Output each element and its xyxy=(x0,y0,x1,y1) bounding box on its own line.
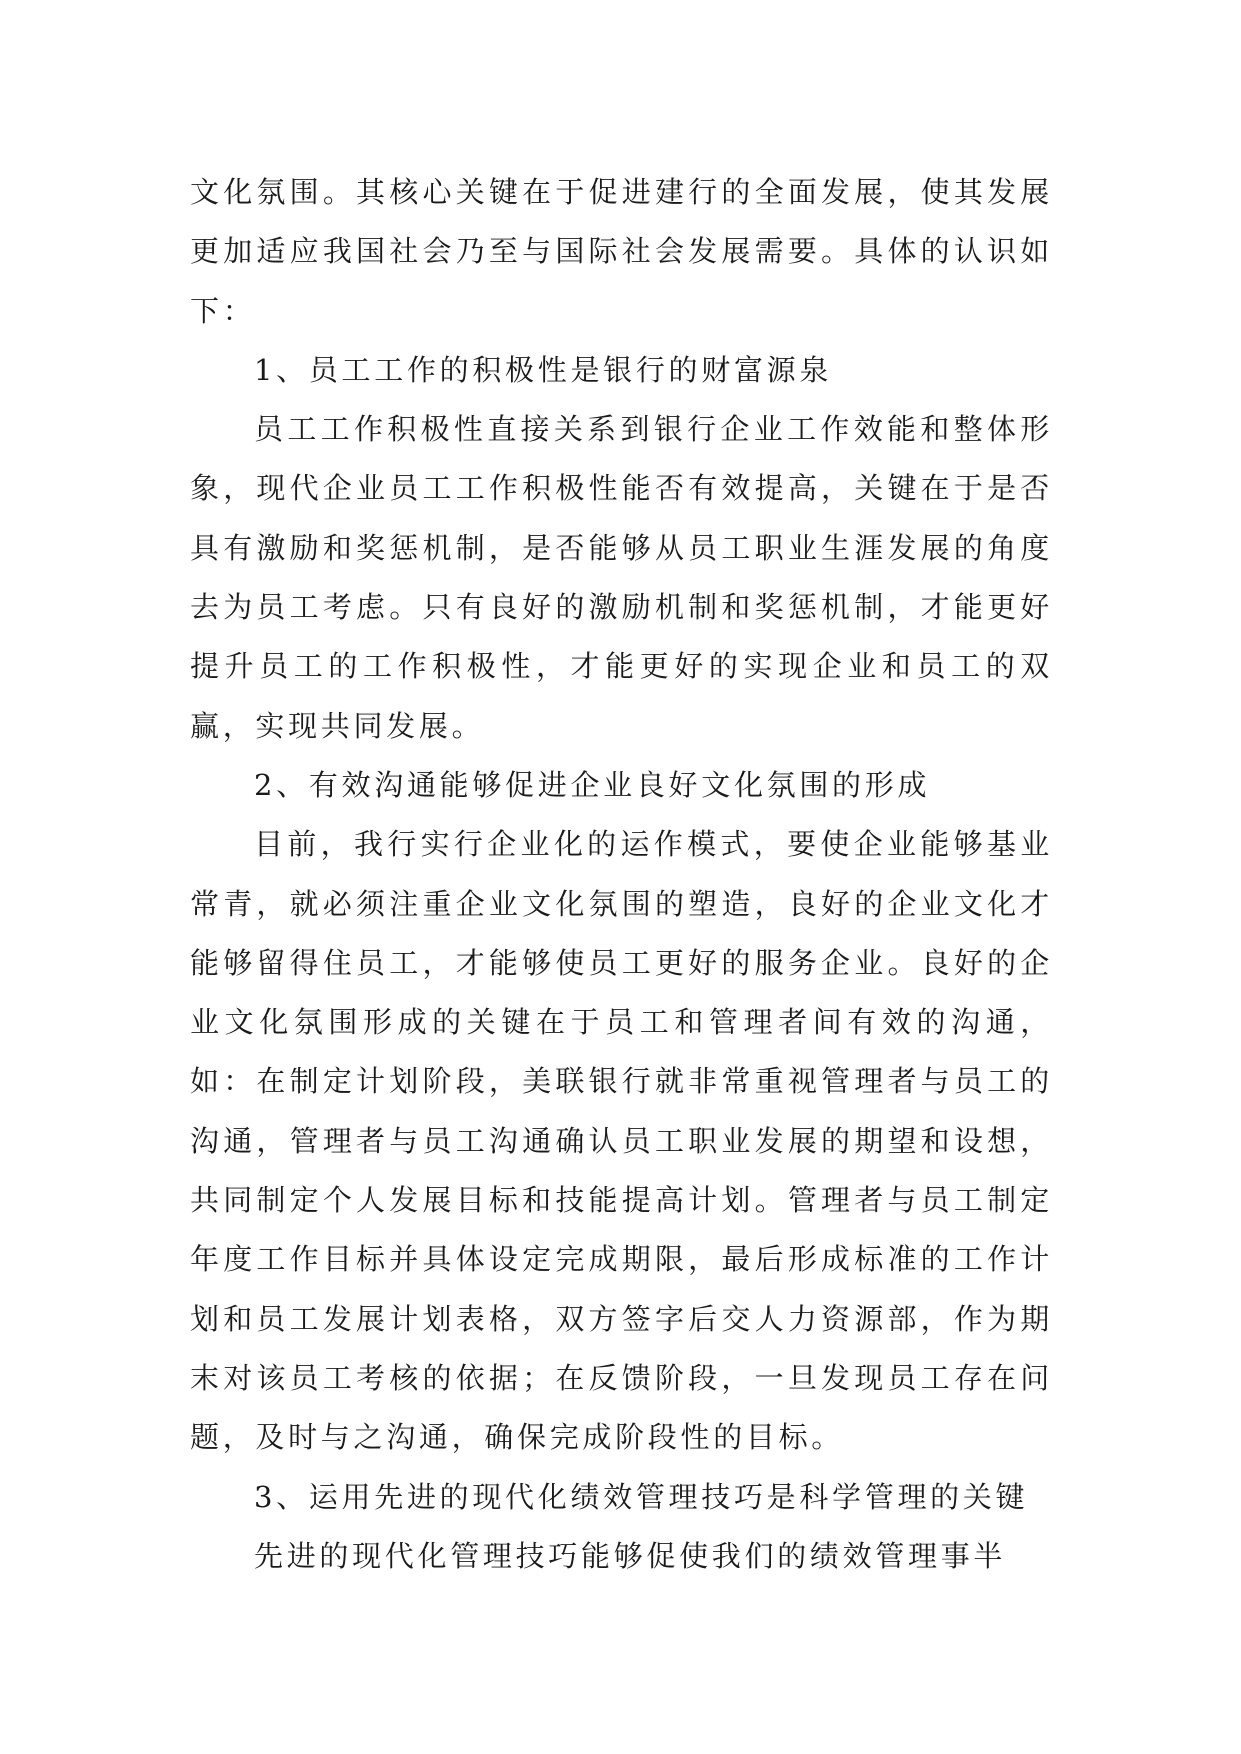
paragraph-section-1: 员工工作积极性直接关系到银行企业工作效能和整体形象，现代企业员工工作积极性能否有效提高，关键在于是否具有激励和奖惩机制，是否能够从员工职业生涯发展的角度去为员工考虑。只有良好的激励机制和奖惩机制，才能更好提升员工的工作积极性，才能更好的实现企业和员工的双赢，实现共同发展。 xyxy=(190,412,1053,743)
paragraph-continuation: 文化氛围。其核心关键在于促进建行的全面发展，使其发展更加适应我国社会乃至与国际社会发展需要。具体的认识如下： xyxy=(190,175,1053,328)
paragraph-section-3: 先进的现代化管理技巧能够促使我们的绩效管理事半 xyxy=(254,1538,1007,1573)
section-heading-3: 3、运用先进的现代化绩效管理技巧是科学管理的关键 xyxy=(254,1479,1029,1514)
paragraph-section-2: 目前，我行实行企业化的运作模式，要使企业能够基业常青，就必须注重企业文化氛围的塑造，良好的企业文化才能够留得住员工，才能够使员工更好的服务企业。良好的企业文化氛围形成的关键在于员工和管理者间有效的沟通，如：在制定计划阶段，美联银行就非常重视管理者与员工的沟通，管理者与员工沟通确认员工职业发展的期望和设想，共同制定个人发展目标和技能提高计划。管理者与员工制定年度工作目标并具体设定完成期限，最后形成标准的工作计划和员工发展计划表格，双方签字后交人力资源部，作为期末对该员工考核的依据；在反馈阶段，一旦发现员工存在问题，及时与之沟通，确保完成阶段性的目标。 xyxy=(190,827,1053,1455)
document-body xyxy=(190,163,1053,1586)
section-heading-1: 1、员工工作的积极性是银行的财富源泉 xyxy=(254,352,833,387)
section-heading-2: 2、有效沟通能够促进企业良好文化氛围的形成 xyxy=(254,767,931,802)
